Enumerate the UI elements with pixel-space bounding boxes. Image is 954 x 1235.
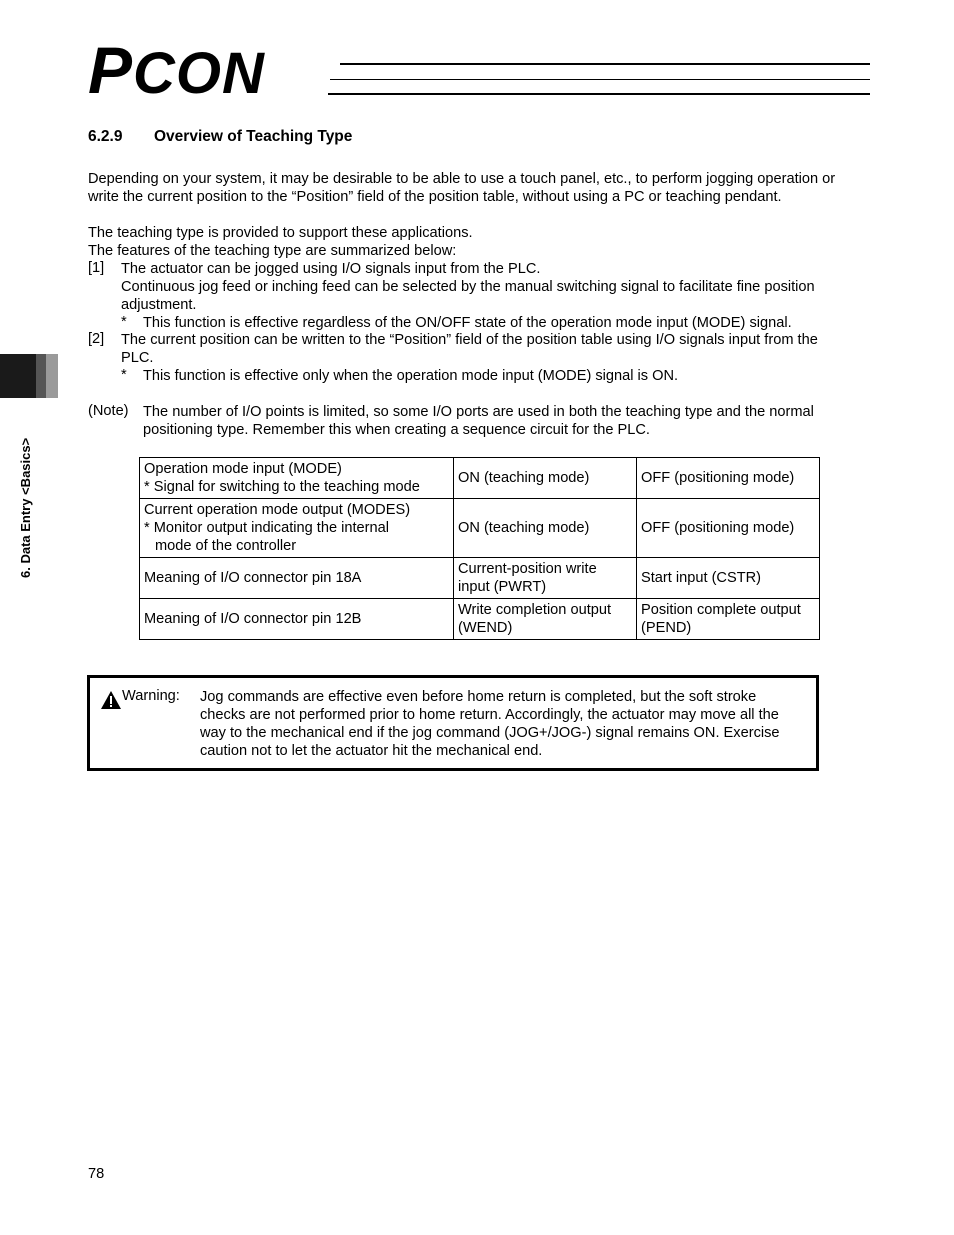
pcon-logo [88, 33, 265, 107]
section-title: Overview of Teaching Type [154, 128, 353, 145]
section-heading [88, 128, 352, 146]
table-cell: Start input (CSTR) [637, 558, 820, 599]
table-cell [140, 458, 454, 499]
table-cell: Current-position write input (PWRT) [454, 558, 637, 599]
item-text: The current position can be written to the “Position” field of the position table using I/O signals input from the PLC. [121, 332, 818, 366]
table-row [140, 499, 820, 558]
logo-letter-p: P [88, 33, 134, 107]
intro-line: The teaching type is provided to support these applications. [88, 225, 473, 241]
table-cell: Write completion output (WEND) [454, 599, 637, 640]
table-cell: Meaning of I/O connector pin 12B [140, 599, 454, 640]
table-row [140, 558, 820, 599]
intro-line: The features of the teaching type are summarized below: [88, 243, 457, 259]
item-text: The actuator can be jogged using I/O signals input from the PLC. [121, 261, 541, 277]
note-asterisk: * [121, 314, 127, 330]
header-rule-mid [330, 79, 870, 80]
note-text: The number of I/O points is limited, so some I/O ports are used in both the teaching type and the normal positioning type. Remember this when creating a sequence circuit for the PLC. [143, 404, 814, 438]
table-cell: OFF (positioning mode) [637, 458, 820, 499]
logo-letters: CON [133, 41, 265, 106]
table-cell: Meaning of I/O connector pin 18A [140, 558, 454, 599]
table-row [140, 458, 820, 499]
header-rule-top [340, 63, 870, 65]
item-marker: [2] [88, 331, 105, 347]
cell-text: Operation mode input (MODE) [144, 461, 342, 477]
warning-box [87, 675, 819, 771]
teaching-type-table [139, 457, 820, 640]
table-cell [140, 499, 454, 558]
table-cell: Position complete output (PEND) [637, 599, 820, 640]
cell-text: * Signal for switching to the teaching mode [144, 479, 420, 495]
section-number: 6.2.9 [88, 128, 123, 145]
warning-text: Jog commands are effective even before home return is completed, but the soft stroke checks are not performed prior to home return. Accordingly, the actuator may move all the way to the mechanical end if the jog command (JOG+/JOG-) signal remains ON. Exercise caution not to let the actuator hit the mechanical end. [200, 689, 780, 759]
table-row [140, 599, 820, 640]
page-number: 78 [88, 1166, 105, 1182]
note-asterisk: * [121, 367, 127, 383]
chapter-label: 6. Data Entry <Basics> [18, 437, 33, 578]
warning-triangle-icon [100, 690, 122, 710]
chapter-tab [0, 354, 58, 398]
intro-paragraph: Depending on your system, it may be desirable to be able to use a touch panel, etc., to perform jogging operation or write the current position to the “Position” field of the position table, without using a PC or teaching pendant. [88, 171, 836, 205]
cell-text: * Monitor output indicating the internal [144, 520, 390, 536]
item-marker: [1] [88, 260, 105, 276]
item-text: Continuous jog feed or inching feed can be selected by the manual switching signal to facilitate fine position adjustment. [121, 279, 815, 313]
table-cell: OFF (positioning mode) [637, 499, 820, 558]
header-rule-bottom [328, 93, 870, 95]
warning-label: Warning: [122, 688, 180, 704]
item-note: This function is effective only when the operation mode input (MODE) signal is ON. [143, 368, 679, 384]
cell-text: mode of the controller [155, 538, 297, 554]
item-note: This function is effective regardless of the ON/OFF state of the operation mode input (MODE) signal. [143, 315, 792, 331]
table-cell: ON (teaching mode) [454, 458, 637, 499]
note-label: (Note) [88, 403, 129, 419]
table-cell: ON (teaching mode) [454, 499, 637, 558]
cell-text: Current operation mode output (MODES) [144, 502, 411, 518]
